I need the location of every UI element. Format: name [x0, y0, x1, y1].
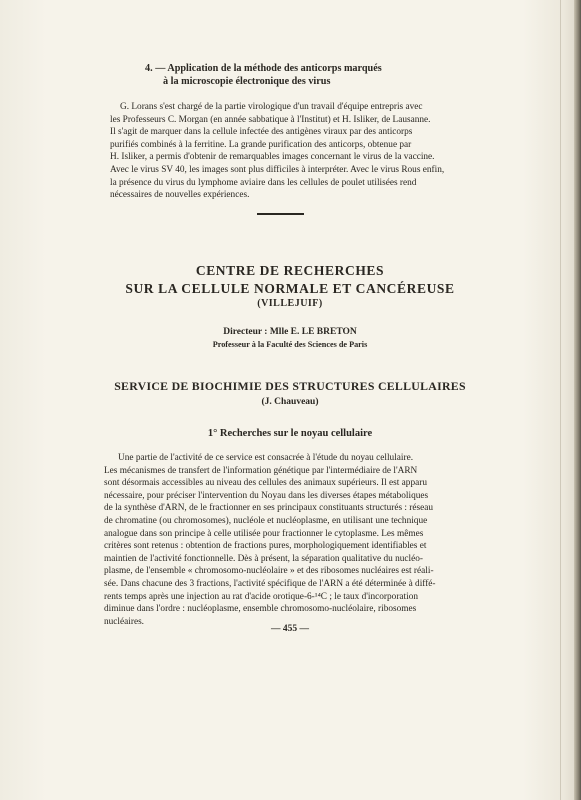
paragraph-line: nucléaires.: [104, 616, 145, 627]
section1-paragraph: [104, 452, 524, 628]
centre-location: (VILLEJUIF): [257, 298, 323, 309]
paragraph-line: nécessaires de nouvelles expériences.: [110, 190, 250, 201]
service-title: SERVICE DE BIOCHIMIE DES STRUCTURES CELLULAIRES: [114, 379, 466, 393]
paragraph-line: Avec le virus SV 40, les images sont plus difficiles à interpréter. Avec le virus Rous enfin,: [110, 164, 445, 175]
paragraph-line: purifiés combinés à la ferritine. La grande purification des anticorps, obtenue par: [110, 139, 412, 150]
paragraph-line: critères sont retenus : obtention de fractions pures, morphologiquement identifiables et: [104, 541, 427, 552]
director-name: Directeur : Mlle E. LE BRETON: [223, 327, 357, 337]
centre-title-line2: SUR LA CELLULE NORMALE ET CANCÉREUSE: [125, 281, 455, 296]
paragraph-line: nécessaire, pour préciser l'intervention du Noyau dans les diverses étapes métaboliques: [104, 490, 429, 501]
paragraph-line: rents temps après une injection au rat d'acide orotique-6-¹⁴C ; le taux d'incorporation: [104, 591, 419, 602]
page-edge-line: [560, 0, 561, 800]
paragraph-line: diminue dans l'ordre : nucléoplasme, ensemble chromosomo-nucléolaire, ribosomes: [104, 604, 417, 615]
paragraph-line: H. Isliker, a permis d'obtenir de remarquables images concernant le virus de la vaccine.: [110, 152, 435, 163]
paragraph-line: Les mécanismes de transfert de l'information génétique par l'intermédiaire de l'ARN: [104, 465, 418, 476]
page-number: — 455 —: [271, 624, 309, 634]
paragraph-line: sont désormais accessibles au niveau des cellules des animaux supérieurs. Il est apparu: [104, 478, 427, 489]
paragraph-line: de chromatine (ou chromosomes), nucléole et nucléoplasme, en utilisant une technique: [104, 515, 428, 526]
paragraph-line: Il s'agit de marquer dans la cellule infectée des antigènes viraux par des anticorps: [110, 127, 413, 138]
section4-paragraph: [110, 101, 518, 202]
page-edge-shadow: [574, 0, 581, 800]
paragraph-line: maintien de l'activité fonctionnelle. Dès à présent, la séparation qualitative du nucléo-: [104, 553, 423, 564]
paragraph-line: Une partie de l'activité de ce service est consacrée à l'étude du noyau cellulaire.: [118, 453, 414, 463]
paragraph-line: analogue dans son principe à celle utilisée pour fractionner le cytoplasme. Les mêmes: [104, 528, 424, 539]
paragraph-line: la présence du virus du lymphome aviaire dans les cellules de poulet utilisées rend: [110, 177, 417, 188]
section4-heading-line1: 4. — Application de la méthode des anticorps marqués: [145, 63, 382, 74]
section4-heading: [145, 62, 485, 88]
section4-heading-line2: à la microscopie électronique des virus: [163, 76, 331, 87]
centre-title-line1: CENTRE DE RECHERCHES: [195, 263, 385, 278]
service-head: (J. Chauveau): [261, 397, 319, 407]
section-divider: [257, 213, 304, 215]
centre-title: [100, 262, 480, 298]
paragraph-line: plasme, de l'ensemble « chromosomo-nucléolaire » et des ribosomes nucléaires est réali-: [104, 566, 434, 577]
paragraph-line: les Professeurs C. Morgan (en année sabbatique à l'Institut) et H. Isliker, de Lausanne.: [110, 114, 431, 125]
paragraph-line: G. Lorans s'est chargé de la partie virologique d'un travail d'équipe entrepris avec: [120, 102, 423, 112]
paragraph-line: de la synthèse d'ARN, de le fractionner en ses principaux constituants structurés : réseau: [104, 503, 434, 514]
section1-title: 1° Recherches sur le noyau cellulaire: [207, 428, 373, 439]
director-title: Professeur à la Faculté des Sciences de Paris: [212, 340, 368, 349]
paragraph-line: sée. Dans chacune des 3 fractions, l'activité spécifique de l'ARN a été déterminée à diffé-: [104, 578, 436, 589]
